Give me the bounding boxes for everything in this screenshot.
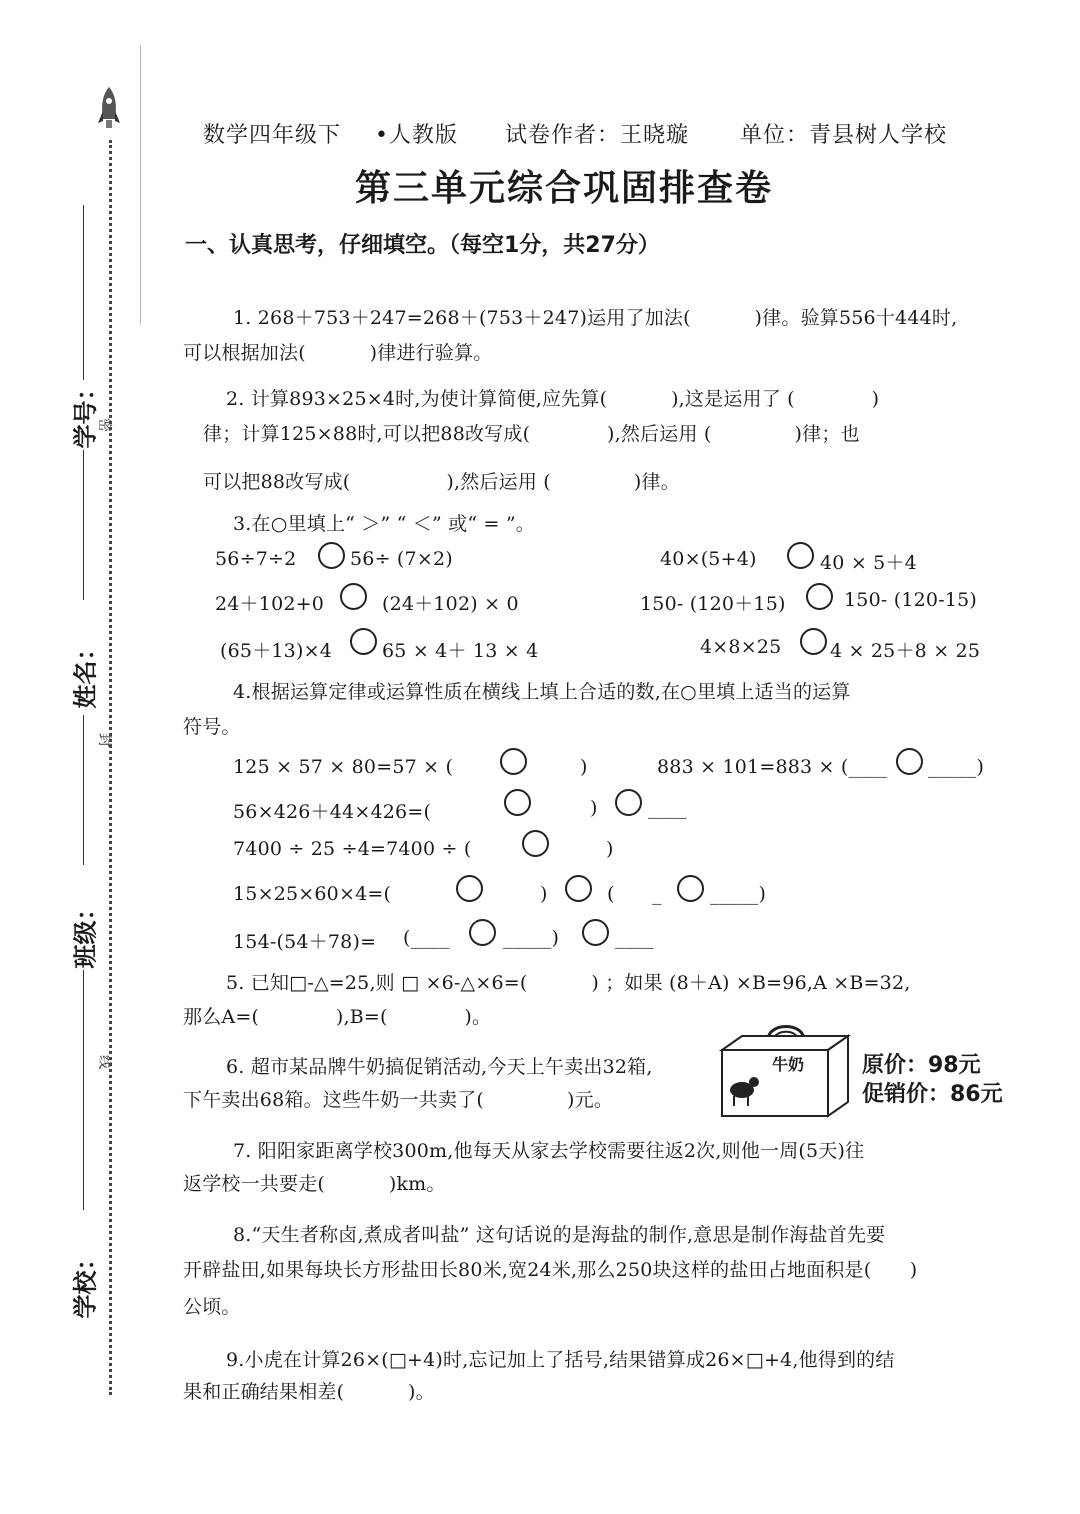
header-unit: 单位：青县树人学校: [740, 123, 948, 148]
q3-intro: 3.在○里填上“ ＞” “ ＜” 或“ = ”。: [233, 513, 535, 535]
compare-circle[interactable]: [318, 542, 345, 569]
header-author: 试卷作者：王晓璇: [505, 123, 690, 148]
q2-line3: 可以把88改写成( ),然后运用 ( )律。: [203, 471, 680, 493]
q4-e2-right: _____): [928, 756, 985, 778]
q4-e3-close: ): [590, 797, 598, 819]
q4-e6-mid: _____): [503, 927, 560, 949]
q4-line1: 4.根据运算定律或运算性质在横线上填上合适的数,在○里填上适当的运算: [233, 681, 851, 703]
compare-circle[interactable]: [340, 583, 367, 610]
compare-circle[interactable]: [350, 628, 377, 655]
dotted-binding-line: [109, 140, 112, 1395]
operator-circle[interactable]: [500, 748, 527, 775]
q3-r2b-left: 150- (120＋15): [640, 593, 786, 615]
q4-e4-close: ): [606, 838, 614, 860]
q4-e5-left: 15×25×60×4=(: [233, 883, 392, 905]
q3-r2a-right: (24＋102) × 0: [382, 593, 519, 615]
q6-line2: 下午卖出68箱。这些牛奶一共卖了( )元。: [183, 1089, 614, 1111]
q4-e3-blank: ____: [648, 797, 687, 819]
rocket-icon: [96, 85, 122, 133]
q3-r1a-left: 56÷7÷2: [215, 548, 297, 570]
operator-circle[interactable]: [582, 919, 609, 946]
q1-line1: 1. 268＋753＋247=268＋(753＋247)运用了加法( )律。验算556十444时,: [233, 307, 958, 329]
operator-circle[interactable]: [896, 748, 923, 775]
q4-e5-paren: (: [607, 883, 615, 905]
q4-e5-mid: _: [652, 883, 662, 905]
milk-box-illustration: [716, 1020, 856, 1120]
operator-circle[interactable]: [677, 875, 704, 902]
q1-line2: 可以根据加法( )律进行验算。: [183, 342, 493, 364]
q4-e2-left: 883 × 101=883 × (____: [657, 756, 888, 778]
q3-r3b-left: 4×8×25: [700, 636, 782, 658]
student-id-line: [83, 205, 84, 380]
operator-circle[interactable]: [456, 875, 483, 902]
q5-line1: 5. 已知□-△=25,则 □ ×6-△×6=( ) ；如果 (8＋A) ×B=96,A ×B=32,: [226, 972, 911, 994]
q2-line1: 2. 计算893×25×4时,为使计算简便,应先算( ),这是运用了 ( ): [226, 388, 880, 410]
operator-circle[interactable]: [565, 875, 592, 902]
school-line: [83, 970, 84, 1210]
milk-box-label: 牛奶: [772, 1055, 805, 1074]
class-label: 班级：: [71, 896, 100, 969]
promo-price: 促销价：86元: [862, 1082, 1003, 1107]
q8-line3: 公顷。: [183, 1296, 241, 1318]
q4-e5-close: ): [540, 883, 548, 905]
q3-r2b-right: 150- (120-15): [844, 589, 978, 611]
compare-circle[interactable]: [787, 542, 814, 569]
seal-xian: 线: [96, 1055, 112, 1069]
q3-r3a-right: 65 × 4＋ 13 × 4: [382, 640, 539, 662]
section-1-heading: 一、认真思考，仔细填空。（每空1分，共27分）: [185, 233, 660, 258]
operator-circle[interactable]: [469, 919, 496, 946]
class-line: [83, 715, 84, 865]
school-label: 学校：: [71, 1246, 100, 1319]
margin-border-line: [140, 45, 141, 325]
q9-line1: 9.小虎在计算26×(□+4)时,忘记加上了括号,结果错算成26×□+4,他得到的结: [226, 1349, 895, 1371]
q3-r1b-right: 40 × 5＋4: [820, 552, 917, 574]
q2-line2: 律；计算125×88时,可以把88改写成( ),然后运用 ( )律；也: [203, 423, 860, 445]
q3-r1b-left: 40×(5+4): [660, 548, 757, 570]
compare-circle[interactable]: [800, 628, 827, 655]
page-title: 第三单元综合巩固排查卷: [355, 168, 774, 209]
q4-e1-close: ): [580, 756, 588, 778]
q9-line2: 果和正确结果相差( )。: [183, 1381, 435, 1403]
q4-line2: 符号。: [183, 716, 241, 738]
q3-r3a-left: (65＋13)×4: [220, 640, 332, 662]
q4-e3-left: 56×426＋44×426=(: [233, 801, 432, 823]
name-line: [83, 450, 84, 600]
original-price: 原价：98元: [862, 1053, 981, 1078]
q3-r3b-right: 4 × 25＋8 × 25: [830, 640, 981, 662]
seal-mi: 密: [96, 418, 112, 432]
q4-e6-left: 154-(54＋78)=: [233, 931, 377, 953]
q7-line1: 7. 阳阳家距离学校300m,他每天从家去学校需要往返2次,则他一周(5天)往: [233, 1140, 865, 1162]
compare-circle[interactable]: [806, 583, 833, 610]
operator-circle[interactable]: [615, 789, 642, 816]
operator-circle[interactable]: [504, 789, 531, 816]
q8-line1: 8.“天生者称卤,煮成者叫盐” 这句话说的是海盐的制作,意思是制作海盐首先要: [233, 1224, 886, 1246]
operator-circle[interactable]: [522, 830, 549, 857]
q4-e1-left: 125 × 57 × 80=57 × (: [233, 756, 454, 778]
header-subject: 数学四年级下: [203, 123, 342, 148]
q4-e6-blank: ____: [615, 927, 654, 949]
q6-line1: 6. 超市某品牌牛奶搞促销活动,今天上午卖出32箱,: [226, 1056, 653, 1078]
q3-r1a-right: 56÷ (7×2): [350, 548, 453, 570]
q4-e5-right: _____): [710, 883, 767, 905]
seal-feng: 封: [96, 733, 112, 747]
header-edition: •人教版: [375, 123, 458, 148]
q4-e4-left: 7400 ÷ 25 ÷4=7400 ÷ (: [233, 838, 472, 860]
student-id-label: 学号：: [71, 376, 100, 449]
q3-r2a-left: 24＋102+0: [215, 593, 325, 615]
q4-e6-open: (____: [403, 927, 450, 949]
q7-line2: 返学校一共要走( )km。: [183, 1173, 446, 1195]
q5-line2: 那么A=( ),B=( )。: [183, 1006, 492, 1028]
q8-line2: 开辟盐田,如果每块长方形盐田长80米,宽24米,那么250块这样的盐田占地面积是( ): [183, 1259, 918, 1281]
name-label: 姓名：: [71, 636, 100, 709]
